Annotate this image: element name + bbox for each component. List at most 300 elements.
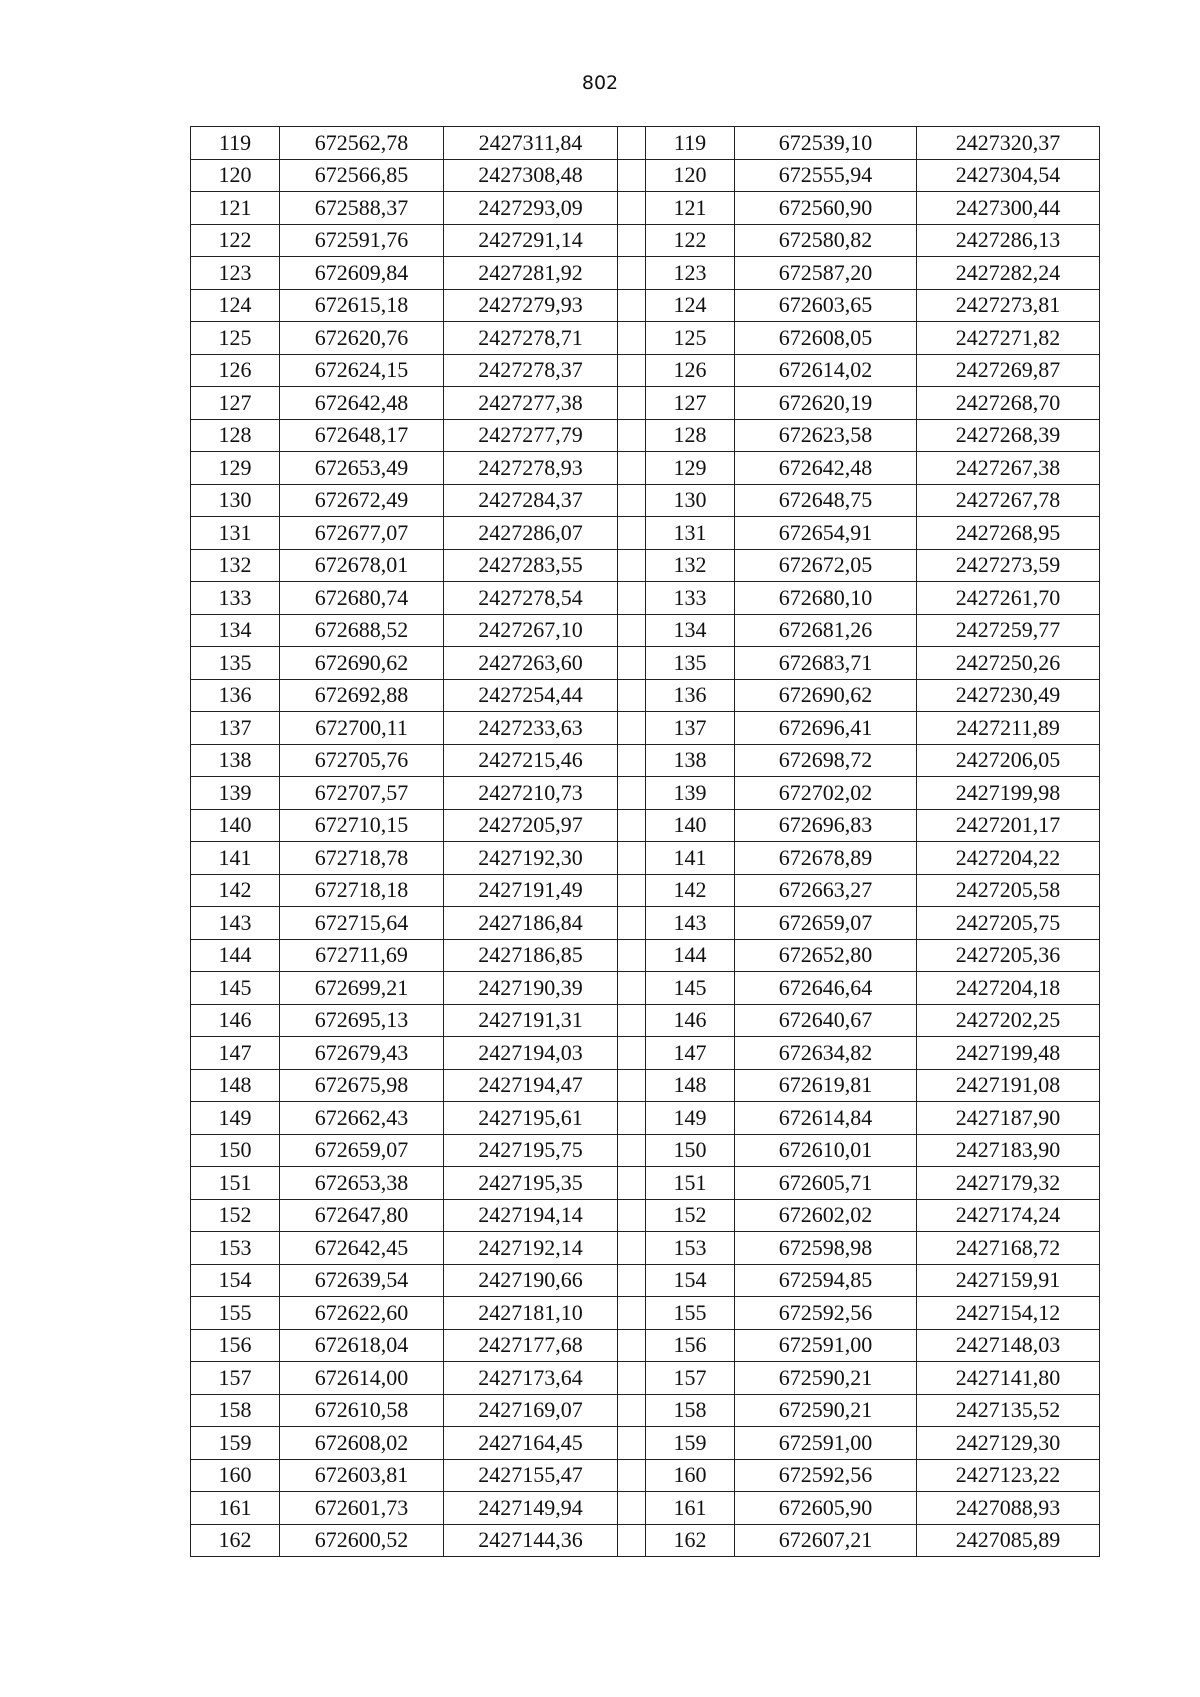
- left-y-coordinate: 2427173,64: [444, 1362, 618, 1395]
- right-point-number: 134: [646, 614, 735, 647]
- left-point-number: 144: [191, 939, 280, 972]
- right-x-coordinate: 672605,90: [735, 1492, 917, 1525]
- left-y-coordinate: 2427186,85: [444, 939, 618, 972]
- right-x-coordinate: 672690,62: [735, 679, 917, 712]
- left-x-coordinate: 672653,38: [280, 1167, 444, 1200]
- left-x-coordinate: 672647,80: [280, 1199, 444, 1232]
- right-x-coordinate: 672696,83: [735, 809, 917, 842]
- gap-cell: [618, 1167, 646, 1200]
- gap-cell: [618, 712, 646, 745]
- gap-cell: [618, 1232, 646, 1265]
- right-x-coordinate: 672539,10: [735, 127, 917, 160]
- right-x-coordinate: 672594,85: [735, 1264, 917, 1297]
- table-row: [191, 614, 1100, 647]
- left-x-coordinate: 672614,00: [280, 1362, 444, 1395]
- right-y-coordinate: 2427201,17: [917, 809, 1100, 842]
- left-x-coordinate: 672695,13: [280, 1004, 444, 1037]
- left-point-number: 130: [191, 484, 280, 517]
- right-point-number: 142: [646, 874, 735, 907]
- gap-cell: [618, 1102, 646, 1135]
- right-x-coordinate: 672634,82: [735, 1037, 917, 1070]
- table-row: [191, 549, 1100, 582]
- gap-cell: [618, 614, 646, 647]
- left-y-coordinate: 2427277,38: [444, 387, 618, 420]
- left-x-coordinate: 672692,88: [280, 679, 444, 712]
- left-point-number: 131: [191, 517, 280, 550]
- left-y-coordinate: 2427281,92: [444, 257, 618, 290]
- right-y-coordinate: 2427268,70: [917, 387, 1100, 420]
- gap-cell: [618, 647, 646, 680]
- right-point-number: 146: [646, 1004, 735, 1037]
- right-x-coordinate: 672560,90: [735, 192, 917, 225]
- right-point-number: 154: [646, 1264, 735, 1297]
- gap-cell: [618, 549, 646, 582]
- gap-cell: [618, 939, 646, 972]
- right-x-coordinate: 672591,00: [735, 1427, 917, 1460]
- right-x-coordinate: 672608,05: [735, 322, 917, 355]
- left-y-coordinate: 2427279,93: [444, 289, 618, 322]
- table-row: [191, 1264, 1100, 1297]
- left-point-number: 160: [191, 1459, 280, 1492]
- right-y-coordinate: 2427154,12: [917, 1297, 1100, 1330]
- right-x-coordinate: 672702,02: [735, 777, 917, 810]
- left-y-coordinate: 2427177,68: [444, 1329, 618, 1362]
- table-row: [191, 387, 1100, 420]
- right-point-number: 162: [646, 1524, 735, 1557]
- left-point-number: 123: [191, 257, 280, 290]
- right-point-number: 121: [646, 192, 735, 225]
- table-row: [191, 517, 1100, 550]
- left-point-number: 151: [191, 1167, 280, 1200]
- left-point-number: 152: [191, 1199, 280, 1232]
- right-y-coordinate: 2427199,98: [917, 777, 1100, 810]
- table-row: [191, 224, 1100, 257]
- left-point-number: 148: [191, 1069, 280, 1102]
- left-x-coordinate: 672639,54: [280, 1264, 444, 1297]
- table-row: [191, 1492, 1100, 1525]
- right-point-number: 126: [646, 354, 735, 387]
- left-point-number: 133: [191, 582, 280, 615]
- right-y-coordinate: 2427088,93: [917, 1492, 1100, 1525]
- right-point-number: 129: [646, 452, 735, 485]
- gap-cell: [618, 484, 646, 517]
- left-x-coordinate: 672700,11: [280, 712, 444, 745]
- right-x-coordinate: 672598,98: [735, 1232, 917, 1265]
- right-y-coordinate: 2427202,25: [917, 1004, 1100, 1037]
- left-x-coordinate: 672690,62: [280, 647, 444, 680]
- left-point-number: 139: [191, 777, 280, 810]
- left-y-coordinate: 2427192,30: [444, 842, 618, 875]
- left-y-coordinate: 2427278,54: [444, 582, 618, 615]
- right-x-coordinate: 672587,20: [735, 257, 917, 290]
- right-point-number: 152: [646, 1199, 735, 1232]
- right-point-number: 123: [646, 257, 735, 290]
- left-x-coordinate: 672566,85: [280, 159, 444, 192]
- gap-cell: [618, 1134, 646, 1167]
- table-row: [191, 972, 1100, 1005]
- left-point-number: 128: [191, 419, 280, 452]
- left-y-coordinate: 2427186,84: [444, 907, 618, 940]
- gap-cell: [618, 972, 646, 1005]
- table-row: [191, 809, 1100, 842]
- right-y-coordinate: 2427273,81: [917, 289, 1100, 322]
- left-point-number: 145: [191, 972, 280, 1005]
- table-row: [191, 192, 1100, 225]
- gap-cell: [618, 224, 646, 257]
- left-y-coordinate: 2427195,35: [444, 1167, 618, 1200]
- gap-cell: [618, 1362, 646, 1395]
- left-x-coordinate: 672601,73: [280, 1492, 444, 1525]
- right-y-coordinate: 2427261,70: [917, 582, 1100, 615]
- right-x-coordinate: 672654,91: [735, 517, 917, 550]
- left-x-coordinate: 672659,07: [280, 1134, 444, 1167]
- left-y-coordinate: 2427194,47: [444, 1069, 618, 1102]
- left-point-number: 143: [191, 907, 280, 940]
- left-x-coordinate: 672620,76: [280, 322, 444, 355]
- right-point-number: 138: [646, 744, 735, 777]
- right-y-coordinate: 2427191,08: [917, 1069, 1100, 1102]
- left-x-coordinate: 672680,74: [280, 582, 444, 615]
- table-row: [191, 679, 1100, 712]
- table-row: [191, 322, 1100, 355]
- right-x-coordinate: 672619,81: [735, 1069, 917, 1102]
- left-y-coordinate: 2427191,31: [444, 1004, 618, 1037]
- left-point-number: 149: [191, 1102, 280, 1135]
- left-x-coordinate: 672609,84: [280, 257, 444, 290]
- left-y-coordinate: 2427286,07: [444, 517, 618, 550]
- right-point-number: 140: [646, 809, 735, 842]
- left-x-coordinate: 672677,07: [280, 517, 444, 550]
- left-y-coordinate: 2427191,49: [444, 874, 618, 907]
- left-point-number: 146: [191, 1004, 280, 1037]
- right-x-coordinate: 672623,58: [735, 419, 917, 452]
- table-row: [191, 1232, 1100, 1265]
- right-y-coordinate: 2427123,22: [917, 1459, 1100, 1492]
- right-point-number: 135: [646, 647, 735, 680]
- table-row: [191, 257, 1100, 290]
- table-row: [191, 1427, 1100, 1460]
- right-y-coordinate: 2427304,54: [917, 159, 1100, 192]
- right-x-coordinate: 672591,00: [735, 1329, 917, 1362]
- left-y-coordinate: 2427205,97: [444, 809, 618, 842]
- coordinates-table-body: [191, 127, 1100, 1557]
- left-point-number: 154: [191, 1264, 280, 1297]
- right-y-coordinate: 2427320,37: [917, 127, 1100, 160]
- right-y-coordinate: 2427282,24: [917, 257, 1100, 290]
- gap-cell: [618, 744, 646, 777]
- table-row: [191, 354, 1100, 387]
- right-x-coordinate: 672590,21: [735, 1394, 917, 1427]
- table-row: [191, 484, 1100, 517]
- left-y-coordinate: 2427210,73: [444, 777, 618, 810]
- left-y-coordinate: 2427233,63: [444, 712, 618, 745]
- table-row: [191, 1134, 1100, 1167]
- right-point-number: 156: [646, 1329, 735, 1362]
- left-point-number: 122: [191, 224, 280, 257]
- left-x-coordinate: 672615,18: [280, 289, 444, 322]
- left-x-coordinate: 672688,52: [280, 614, 444, 647]
- right-x-coordinate: 672681,26: [735, 614, 917, 647]
- right-y-coordinate: 2427269,87: [917, 354, 1100, 387]
- left-x-coordinate: 672679,43: [280, 1037, 444, 1070]
- right-y-coordinate: 2427205,36: [917, 939, 1100, 972]
- right-x-coordinate: 672614,84: [735, 1102, 917, 1135]
- right-y-coordinate: 2427267,38: [917, 452, 1100, 485]
- right-point-number: 158: [646, 1394, 735, 1427]
- right-point-number: 139: [646, 777, 735, 810]
- right-x-coordinate: 672580,82: [735, 224, 917, 257]
- gap-cell: [618, 777, 646, 810]
- left-point-number: 124: [191, 289, 280, 322]
- right-y-coordinate: 2427159,91: [917, 1264, 1100, 1297]
- right-x-coordinate: 672698,72: [735, 744, 917, 777]
- left-x-coordinate: 672715,64: [280, 907, 444, 940]
- table-row: [191, 1362, 1100, 1395]
- left-x-coordinate: 672642,45: [280, 1232, 444, 1265]
- right-y-coordinate: 2427286,13: [917, 224, 1100, 257]
- left-y-coordinate: 2427181,10: [444, 1297, 618, 1330]
- right-y-coordinate: 2427135,52: [917, 1394, 1100, 1427]
- gap-cell: [618, 1427, 646, 1460]
- left-point-number: 135: [191, 647, 280, 680]
- right-point-number: 151: [646, 1167, 735, 1200]
- left-y-coordinate: 2427155,47: [444, 1459, 618, 1492]
- left-x-coordinate: 672699,21: [280, 972, 444, 1005]
- right-y-coordinate: 2427268,39: [917, 419, 1100, 452]
- right-point-number: 125: [646, 322, 735, 355]
- gap-cell: [618, 1329, 646, 1362]
- right-x-coordinate: 672646,64: [735, 972, 917, 1005]
- right-x-coordinate: 672592,56: [735, 1297, 917, 1330]
- left-x-coordinate: 672705,76: [280, 744, 444, 777]
- left-point-number: 150: [191, 1134, 280, 1167]
- table-row: [191, 1167, 1100, 1200]
- left-x-coordinate: 672662,43: [280, 1102, 444, 1135]
- left-point-number: 142: [191, 874, 280, 907]
- left-x-coordinate: 672588,37: [280, 192, 444, 225]
- right-x-coordinate: 672663,27: [735, 874, 917, 907]
- gap-cell: [618, 1264, 646, 1297]
- right-point-number: 131: [646, 517, 735, 550]
- right-point-number: 155: [646, 1297, 735, 1330]
- right-point-number: 149: [646, 1102, 735, 1135]
- right-y-coordinate: 2427259,77: [917, 614, 1100, 647]
- right-point-number: 133: [646, 582, 735, 615]
- gap-cell: [618, 127, 646, 160]
- left-y-coordinate: 2427283,55: [444, 549, 618, 582]
- gap-cell: [618, 419, 646, 452]
- table-row: [191, 289, 1100, 322]
- gap-cell: [618, 1037, 646, 1070]
- left-y-coordinate: 2427190,66: [444, 1264, 618, 1297]
- gap-cell: [618, 842, 646, 875]
- gap-cell: [618, 1297, 646, 1330]
- left-point-number: 140: [191, 809, 280, 842]
- right-y-coordinate: 2427168,72: [917, 1232, 1100, 1265]
- right-y-coordinate: 2427179,32: [917, 1167, 1100, 1200]
- left-x-coordinate: 672600,52: [280, 1524, 444, 1557]
- right-x-coordinate: 672605,71: [735, 1167, 917, 1200]
- left-x-coordinate: 672678,01: [280, 549, 444, 582]
- gap-cell: [618, 1492, 646, 1525]
- left-point-number: 126: [191, 354, 280, 387]
- right-point-number: 159: [646, 1427, 735, 1460]
- right-point-number: 160: [646, 1459, 735, 1492]
- table-row: [191, 874, 1100, 907]
- left-y-coordinate: 2427254,44: [444, 679, 618, 712]
- right-point-number: 150: [646, 1134, 735, 1167]
- right-point-number: 132: [646, 549, 735, 582]
- table-row: [191, 419, 1100, 452]
- left-point-number: 147: [191, 1037, 280, 1070]
- gap-cell: [618, 387, 646, 420]
- table-row: [191, 127, 1100, 160]
- right-y-coordinate: 2427129,30: [917, 1427, 1100, 1460]
- gap-cell: [618, 257, 646, 290]
- right-point-number: 127: [646, 387, 735, 420]
- left-point-number: 119: [191, 127, 280, 160]
- right-y-coordinate: 2427199,48: [917, 1037, 1100, 1070]
- left-y-coordinate: 2427311,84: [444, 127, 618, 160]
- right-point-number: 157: [646, 1362, 735, 1395]
- left-x-coordinate: 672675,98: [280, 1069, 444, 1102]
- left-x-coordinate: 672610,58: [280, 1394, 444, 1427]
- right-x-coordinate: 672603,65: [735, 289, 917, 322]
- right-point-number: 137: [646, 712, 735, 745]
- left-x-coordinate: 672624,15: [280, 354, 444, 387]
- table-row: [191, 907, 1100, 940]
- table-row: [191, 1102, 1100, 1135]
- left-y-coordinate: 2427144,36: [444, 1524, 618, 1557]
- gap-cell: [618, 874, 646, 907]
- table-row: [191, 777, 1100, 810]
- left-point-number: 162: [191, 1524, 280, 1557]
- right-x-coordinate: 672659,07: [735, 907, 917, 940]
- left-point-number: 134: [191, 614, 280, 647]
- right-point-number: 144: [646, 939, 735, 972]
- left-point-number: 141: [191, 842, 280, 875]
- left-y-coordinate: 2427263,60: [444, 647, 618, 680]
- table-row: [191, 1297, 1100, 1330]
- table-row: [191, 582, 1100, 615]
- right-y-coordinate: 2427183,90: [917, 1134, 1100, 1167]
- right-y-coordinate: 2427204,22: [917, 842, 1100, 875]
- right-y-coordinate: 2427148,03: [917, 1329, 1100, 1362]
- left-x-coordinate: 672618,04: [280, 1329, 444, 1362]
- left-x-coordinate: 672648,17: [280, 419, 444, 452]
- table-row: [191, 1459, 1100, 1492]
- gap-cell: [618, 1524, 646, 1557]
- right-point-number: 119: [646, 127, 735, 160]
- right-y-coordinate: 2427300,44: [917, 192, 1100, 225]
- right-y-coordinate: 2427267,78: [917, 484, 1100, 517]
- table-row: [191, 1004, 1100, 1037]
- right-x-coordinate: 672607,21: [735, 1524, 917, 1557]
- left-x-coordinate: 672608,02: [280, 1427, 444, 1460]
- right-y-coordinate: 2427206,05: [917, 744, 1100, 777]
- right-y-coordinate: 2427205,75: [917, 907, 1100, 940]
- right-point-number: 141: [646, 842, 735, 875]
- right-point-number: 122: [646, 224, 735, 257]
- page-number: 802: [581, 72, 619, 94]
- right-point-number: 136: [646, 679, 735, 712]
- left-y-coordinate: 2427291,14: [444, 224, 618, 257]
- left-y-coordinate: 2427277,79: [444, 419, 618, 452]
- gap-cell: [618, 1199, 646, 1232]
- gap-cell: [618, 159, 646, 192]
- right-x-coordinate: 672614,02: [735, 354, 917, 387]
- gap-cell: [618, 354, 646, 387]
- gap-cell: [618, 1004, 646, 1037]
- left-point-number: 125: [191, 322, 280, 355]
- gap-cell: [618, 452, 646, 485]
- left-point-number: 159: [191, 1427, 280, 1460]
- right-x-coordinate: 672672,05: [735, 549, 917, 582]
- left-point-number: 120: [191, 159, 280, 192]
- left-point-number: 132: [191, 549, 280, 582]
- left-x-coordinate: 672718,78: [280, 842, 444, 875]
- left-y-coordinate: 2427195,61: [444, 1102, 618, 1135]
- right-x-coordinate: 672640,67: [735, 1004, 917, 1037]
- left-y-coordinate: 2427308,48: [444, 159, 618, 192]
- right-point-number: 148: [646, 1069, 735, 1102]
- table-row: [191, 452, 1100, 485]
- left-point-number: 156: [191, 1329, 280, 1362]
- gap-cell: [618, 517, 646, 550]
- table-row: [191, 1524, 1100, 1557]
- left-x-coordinate: 672603,81: [280, 1459, 444, 1492]
- right-x-coordinate: 672592,56: [735, 1459, 917, 1492]
- right-x-coordinate: 672642,48: [735, 452, 917, 485]
- right-x-coordinate: 672683,71: [735, 647, 917, 680]
- table-row: [191, 744, 1100, 777]
- right-point-number: 143: [646, 907, 735, 940]
- left-point-number: 153: [191, 1232, 280, 1265]
- right-x-coordinate: 672620,19: [735, 387, 917, 420]
- table-row: [191, 647, 1100, 680]
- right-y-coordinate: 2427204,18: [917, 972, 1100, 1005]
- right-point-number: 153: [646, 1232, 735, 1265]
- left-point-number: 127: [191, 387, 280, 420]
- gap-cell: [618, 289, 646, 322]
- left-y-coordinate: 2427194,03: [444, 1037, 618, 1070]
- left-y-coordinate: 2427267,10: [444, 614, 618, 647]
- left-x-coordinate: 672711,69: [280, 939, 444, 972]
- right-x-coordinate: 672678,89: [735, 842, 917, 875]
- left-x-coordinate: 672562,78: [280, 127, 444, 160]
- left-point-number: 157: [191, 1362, 280, 1395]
- left-point-number: 137: [191, 712, 280, 745]
- right-y-coordinate: 2427230,49: [917, 679, 1100, 712]
- right-point-number: 145: [646, 972, 735, 1005]
- right-point-number: 147: [646, 1037, 735, 1070]
- left-y-coordinate: 2427194,14: [444, 1199, 618, 1232]
- right-x-coordinate: 672696,41: [735, 712, 917, 745]
- gap-cell: [618, 1394, 646, 1427]
- right-y-coordinate: 2427268,95: [917, 517, 1100, 550]
- left-x-coordinate: 672591,76: [280, 224, 444, 257]
- table-row: [191, 1037, 1100, 1070]
- table-row: [191, 842, 1100, 875]
- left-y-coordinate: 2427149,94: [444, 1492, 618, 1525]
- left-y-coordinate: 2427169,07: [444, 1394, 618, 1427]
- gap-cell: [618, 582, 646, 615]
- right-y-coordinate: 2427271,82: [917, 322, 1100, 355]
- right-x-coordinate: 672680,10: [735, 582, 917, 615]
- left-x-coordinate: 672642,48: [280, 387, 444, 420]
- left-y-coordinate: 2427293,09: [444, 192, 618, 225]
- right-x-coordinate: 672602,02: [735, 1199, 917, 1232]
